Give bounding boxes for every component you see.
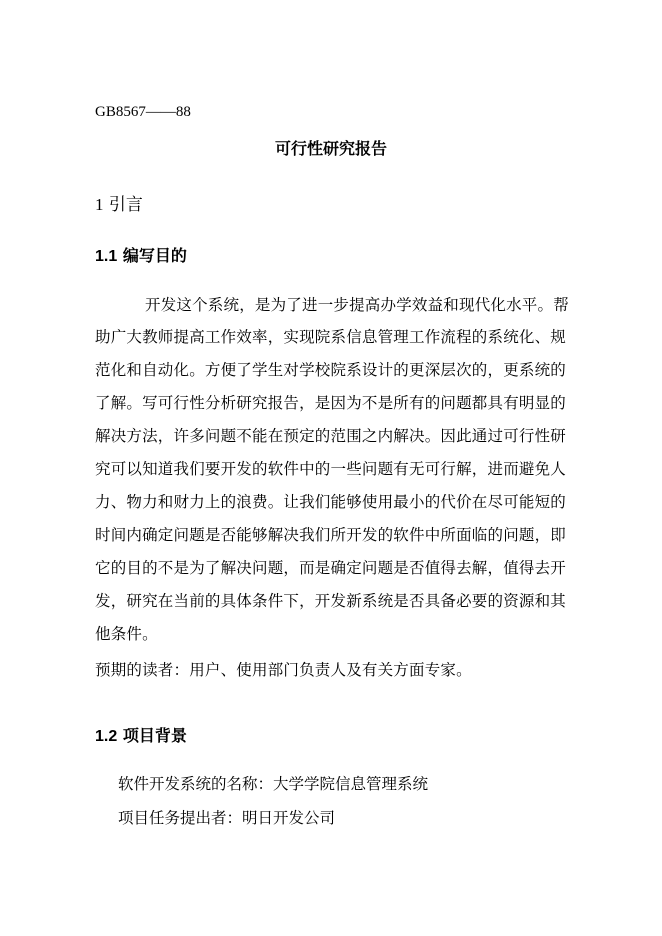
section-heading-1-2: [95, 723, 187, 746]
paragraph-line: 解决方法，许多问题不能在预定的范围之内解决。因此通过可行性研: [95, 427, 567, 445]
section-title: 引言: [108, 195, 143, 215]
paragraph-line: 范化和自动化。方便了学生对学校院系设计的更深层次的，更系统的: [95, 361, 567, 379]
section-heading-1-1: [95, 243, 187, 266]
expected-readers: 预期的读者：用户、使用部门负责人及有关方面专家。: [95, 661, 472, 679]
section-number: 1.1: [95, 248, 118, 265]
section-number: 1: [95, 195, 104, 214]
section-heading-1: [95, 190, 143, 215]
paragraph-line: 力、物力和财力上的浪费。让我们能够使用最小的代价在尽可能短的: [95, 493, 567, 511]
paragraph-line: 开发这个系统，是为了进一步提高办学效益和现代化水平。帮: [145, 296, 569, 314]
task-proposer-line: 项目任务提出者：明日开发公司: [118, 809, 336, 827]
paragraph-line: 他条件。: [95, 625, 158, 643]
paragraph-line: 究可以知道我们要开发的软件中的一些问题有无可行解，进而避免人: [95, 460, 567, 478]
section-title: 项目背景: [122, 726, 187, 745]
paragraph-line: 它的目的不是为了解决问题，而是确定问题是否值得去解，值得去开: [95, 559, 567, 577]
paragraph-line: 助广大教师提高工作效率，实现院系信息管理工作流程的系统化、规: [95, 328, 567, 346]
page-title: 可行性研究报告: [274, 139, 387, 158]
paragraph-line: 发，研究在当前的具体条件下，开发新系统是否具备必要的资源和其: [95, 592, 567, 610]
section-title: 编写目的: [122, 246, 187, 265]
standard-code: GB8567——88: [95, 104, 191, 120]
section-number: 1.2: [95, 728, 118, 745]
paragraph-line: 时间内确定问题是否能够解决我们所开发的软件中所面临的问题，即: [95, 526, 567, 544]
system-name-line: 软件开发系统的名称：大学学院信息管理系统: [118, 775, 429, 793]
paragraph-line: 了解。写可行性分析研究报告，是因为不是所有的问题都具有明显的: [95, 394, 567, 412]
